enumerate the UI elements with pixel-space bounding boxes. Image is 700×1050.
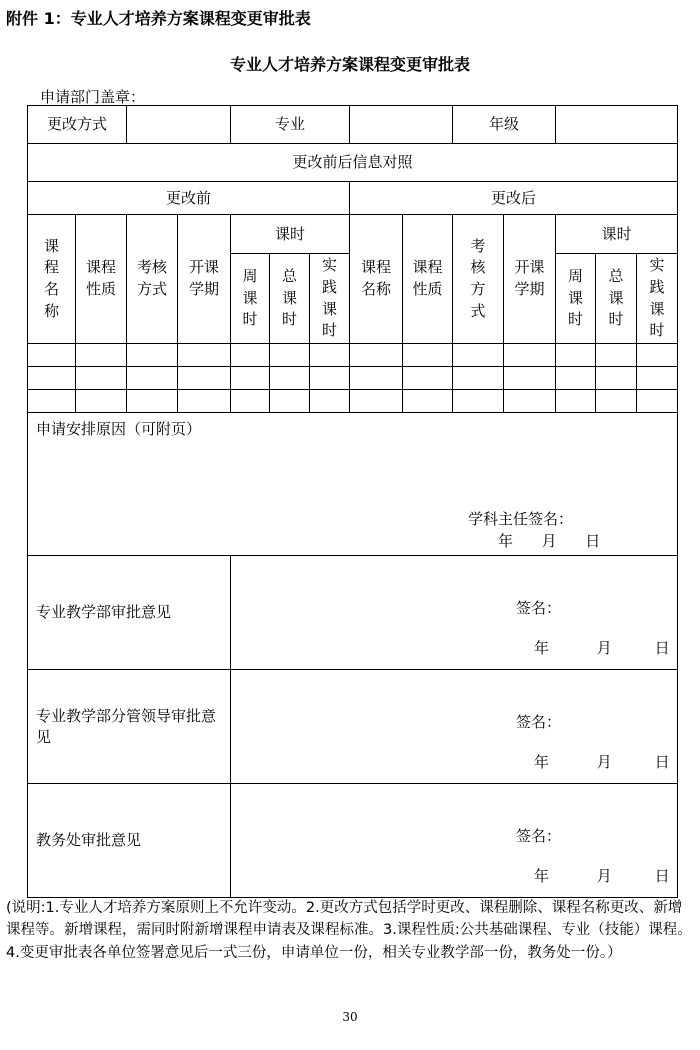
- col-text: 课程性质: [85, 258, 116, 298]
- day-label: 日: [585, 532, 601, 550]
- approval-date: [534, 638, 670, 658]
- col-text: 考核方式: [470, 236, 486, 320]
- col-exam-method-before: [127, 215, 178, 344]
- col-text: 开课学期: [514, 258, 545, 298]
- approval-row-leader: [28, 670, 678, 784]
- year-label: 年: [534, 639, 550, 657]
- col-text: 课程名称: [361, 258, 392, 298]
- cell[interactable]: [637, 344, 678, 367]
- cell[interactable]: [596, 344, 637, 367]
- col-course-name-after: [350, 215, 403, 344]
- table-row: [28, 367, 678, 390]
- cell[interactable]: [453, 390, 504, 413]
- col-course-nature-before: [76, 215, 127, 344]
- month-label: 月: [596, 639, 612, 657]
- cell[interactable]: [504, 367, 556, 390]
- table-row: [28, 344, 678, 367]
- cell[interactable]: [28, 367, 76, 390]
- cell[interactable]: [453, 344, 504, 367]
- cell[interactable]: [556, 344, 596, 367]
- approval-opinion[interactable]: [231, 784, 678, 898]
- cell[interactable]: [127, 367, 178, 390]
- cell[interactable]: [178, 390, 231, 413]
- reason-date: [498, 531, 600, 551]
- department-stamp-label: 申请部门盖章：: [40, 88, 146, 106]
- form-title: 专业人才培养方案课程变更审批表: [229, 55, 470, 74]
- signature-label: 签名：: [516, 827, 562, 845]
- cell[interactable]: [231, 390, 270, 413]
- col-text: 周课时: [568, 266, 584, 329]
- approval-form-table: [27, 105, 678, 898]
- cell[interactable]: [28, 390, 76, 413]
- director-signature-label: 学科主任签名：: [468, 510, 574, 528]
- approval-date: [534, 866, 670, 886]
- approval-label: 教务处审批意见: [28, 784, 231, 898]
- grade-label: 年级: [453, 106, 556, 144]
- page-number: 30: [342, 1010, 358, 1024]
- explanatory-note: (说明:1.专业人才培养方案原则上不允许变动。2.更改方式包括学时更改、课程删除、课程名称更改、新增课程等。新增课程，需同时附新增课程申请表及课程标准。3.课程性质:公共基础课程、专业（技能）课程。4.变更审批表各单位签署意见后一式三份，申请单位一份，相关专业教学部一份，教务处一份。）: [6, 900, 692, 961]
- attachment-label: 附件 1：专业人才培养方案课程变更审批表: [6, 9, 311, 28]
- col-text: 总课时: [608, 266, 624, 329]
- cell[interactable]: [127, 344, 178, 367]
- change-type-label: 更改方式: [28, 106, 127, 144]
- cell[interactable]: [637, 390, 678, 413]
- cell[interactable]: [556, 390, 596, 413]
- col-course-name-before: [28, 215, 76, 344]
- cell[interactable]: [350, 344, 403, 367]
- cell[interactable]: [504, 390, 556, 413]
- major-label: 专业: [231, 106, 350, 144]
- cell[interactable]: [403, 344, 453, 367]
- before-header: 更改前: [28, 182, 350, 215]
- cell[interactable]: [127, 390, 178, 413]
- cell[interactable]: [350, 390, 403, 413]
- col-practice-hours-before: [310, 254, 350, 344]
- day-label: 日: [654, 753, 670, 771]
- cell[interactable]: [310, 367, 350, 390]
- col-semester-after: [504, 215, 556, 344]
- approval-row-department: [28, 556, 678, 670]
- cell[interactable]: [178, 344, 231, 367]
- col-text: 周课时: [242, 266, 258, 329]
- col-course-nature-after: [403, 215, 453, 344]
- cell[interactable]: [596, 367, 637, 390]
- change-type-value[interactable]: [127, 106, 231, 144]
- cell[interactable]: [403, 367, 453, 390]
- col-text: 课程名称: [43, 236, 59, 320]
- cell[interactable]: [403, 390, 453, 413]
- col-weekly-hours-after: [556, 254, 596, 344]
- cell[interactable]: [76, 344, 127, 367]
- year-label: 年: [534, 753, 550, 771]
- cell[interactable]: [504, 344, 556, 367]
- grade-value[interactable]: [556, 106, 678, 144]
- cell[interactable]: [178, 367, 231, 390]
- col-text: 实践课时: [322, 256, 338, 340]
- header-row: [28, 106, 678, 144]
- col-total-hours-before: [270, 254, 310, 344]
- col-practice-hours-after: [637, 254, 678, 344]
- cell[interactable]: [350, 367, 403, 390]
- major-value[interactable]: [350, 106, 453, 144]
- signature-label: 签名：: [516, 713, 562, 731]
- cell[interactable]: [76, 390, 127, 413]
- col-semester-before: [178, 215, 231, 344]
- cell[interactable]: [556, 367, 596, 390]
- year-label: 年: [498, 532, 514, 550]
- cell[interactable]: [596, 390, 637, 413]
- table-row: [28, 390, 678, 413]
- approval-row-academic-affairs: [28, 784, 678, 898]
- approval-date: [534, 752, 670, 772]
- approval-label: 专业教学部审批意见: [28, 556, 231, 670]
- col-total-hours-after: [596, 254, 637, 344]
- col-text: 课程性质: [412, 258, 443, 298]
- day-label: 日: [654, 639, 670, 657]
- col-text: 总课时: [282, 266, 298, 329]
- signature-label: 签名：: [516, 599, 562, 617]
- cell[interactable]: [76, 367, 127, 390]
- cell[interactable]: [453, 367, 504, 390]
- col-text: 考核方式: [137, 258, 168, 298]
- cell[interactable]: [270, 367, 310, 390]
- cell[interactable]: [231, 367, 270, 390]
- month-label: 月: [596, 753, 612, 771]
- col-weekly-hours-before: [231, 254, 270, 344]
- col-hours-after: 课时: [556, 215, 678, 254]
- cell[interactable]: [310, 344, 350, 367]
- col-text: 实践课时: [649, 256, 665, 340]
- month-label: 月: [596, 867, 612, 885]
- reason-section[interactable]: [28, 413, 678, 556]
- day-label: 日: [654, 867, 670, 885]
- approval-label: 专业教学部分管领导审批意见: [28, 670, 231, 784]
- after-header: 更改后: [350, 182, 678, 215]
- col-exam-method-after: [453, 215, 504, 344]
- approval-opinion[interactable]: [231, 556, 678, 670]
- cell[interactable]: [28, 344, 76, 367]
- cell[interactable]: [270, 390, 310, 413]
- cell[interactable]: [637, 367, 678, 390]
- col-text: 开课学期: [189, 258, 220, 298]
- cell[interactable]: [310, 390, 350, 413]
- cell[interactable]: [231, 344, 270, 367]
- year-label: 年: [534, 867, 550, 885]
- cell[interactable]: [270, 344, 310, 367]
- approval-opinion[interactable]: [231, 670, 678, 784]
- reason-label: 申请安排原因（可附页）: [36, 420, 202, 438]
- month-label: 月: [541, 532, 557, 550]
- col-hours-before: 课时: [231, 215, 350, 254]
- compare-title: 更改前后信息对照: [28, 144, 678, 182]
